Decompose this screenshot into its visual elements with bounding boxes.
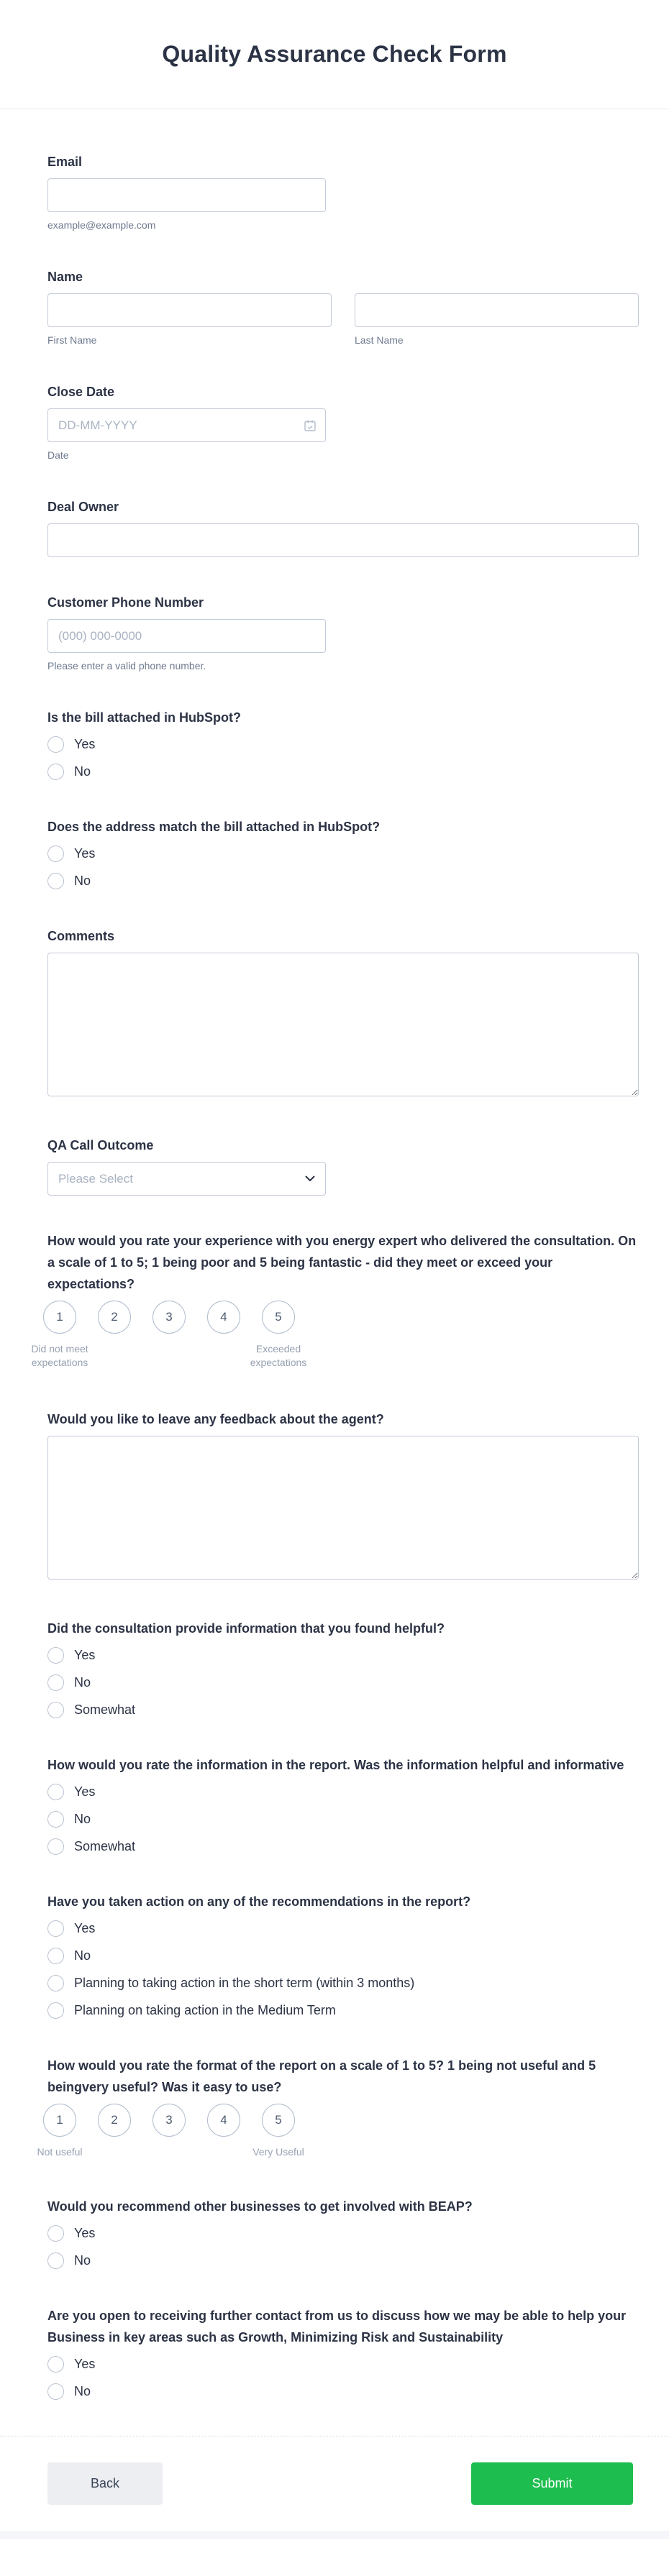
field-name: [47, 266, 639, 347]
last-name-input[interactable]: [355, 293, 639, 327]
question-format-rating: [37, 2055, 639, 2161]
page-title: Quality Assurance Check Form: [162, 41, 507, 67]
recommend-beap-option-no[interactable]: No: [47, 2250, 639, 2270]
recommend-beap-options: [47, 2223, 639, 2270]
address-match-question: Does the address match the bill attached in HubSpot?: [47, 820, 381, 834]
email-label: Email: [47, 155, 83, 169]
radio-circle-icon: [47, 736, 64, 753]
qa-outcome-select[interactable]: [47, 1162, 326, 1196]
format-rating-question: How would you rate the format of the report on a scale of 1 to 5? 1 being not useful and 5 beingvery useful? Was it easy to use?: [47, 2058, 596, 2094]
helpful-info-options: [47, 1645, 639, 1720]
radio-circle-icon: [47, 1948, 64, 1964]
further-contact-option-yes[interactable]: Yes: [47, 2354, 639, 2374]
name-label: Name: [47, 270, 83, 284]
bill-attached-option-yes[interactable]: Yes: [47, 734, 639, 754]
radio-circle-icon: [47, 2252, 64, 2269]
expert-rating-4[interactable]: 4: [207, 1301, 240, 1334]
taken-action-options: [47, 1918, 639, 2020]
radio-circle-icon: [47, 1920, 64, 1937]
helpful-info-option-no[interactable]: No: [47, 1672, 639, 1692]
feedback-textarea[interactable]: [47, 1436, 639, 1580]
report-info-question: How would you rate the information in the report. Was the information helpful and informative: [47, 1758, 624, 1772]
field-phone: [47, 592, 639, 672]
name-row: [47, 293, 639, 347]
feedback-label: Would you like to leave any feedback about the agent?: [47, 1412, 384, 1426]
expert-rating-1[interactable]: 1: [43, 1301, 76, 1334]
taken-action-option-yes[interactable]: Yes: [47, 1918, 639, 1938]
report-info-options: [47, 1782, 639, 1856]
field-feedback: [47, 1408, 639, 1583]
field-email: [47, 151, 639, 232]
first-name-input[interactable]: [47, 293, 332, 327]
form-header: [0, 0, 669, 109]
scale-left-label: Did not meet expectations: [31, 1343, 88, 1368]
comments-textarea[interactable]: [47, 953, 639, 1096]
radio-circle-icon: [47, 2383, 64, 2400]
close-date-input-wrap: [47, 408, 326, 442]
address-match-options: [47, 843, 639, 891]
format-rating-2[interactable]: 2: [98, 2104, 131, 2137]
form-footer: [0, 2437, 669, 2531]
email-sublabel: example@example.com: [47, 219, 156, 231]
question-further-contact: [47, 2305, 639, 2401]
format-rating-1[interactable]: 1: [43, 2104, 76, 2137]
field-qa-outcome: [47, 1135, 639, 1196]
last-name-sublabel: Last Name: [355, 334, 404, 346]
recommend-beap-question: Would you recommend other businesses to get involved with BEAP?: [47, 2199, 473, 2214]
expert-rating-scale-labels: [31, 1342, 639, 1374]
phone-label: Customer Phone Number: [47, 595, 204, 610]
first-name-sublabel: First Name: [47, 334, 97, 346]
radio-circle-icon: [47, 845, 64, 862]
taken-action-option-no[interactable]: No: [47, 1945, 639, 1966]
expert-rating-2[interactable]: 2: [98, 1301, 131, 1334]
report-info-option-no[interactable]: No: [47, 1809, 639, 1829]
scale-right-label: Very Useful: [252, 2146, 304, 2158]
bill-attached-option-no[interactable]: No: [47, 761, 639, 781]
radio-circle-icon: [47, 2225, 64, 2242]
question-report-info: [47, 1754, 639, 1856]
taken-action-option-short-term[interactable]: Planning to taking action in the short term (within 3 months): [47, 1973, 639, 1993]
address-match-option-no[interactable]: No: [47, 871, 639, 891]
email-input[interactable]: [47, 178, 326, 212]
radio-circle-icon: [47, 1702, 64, 1718]
chevron-down-icon: [305, 1175, 315, 1182]
close-date-label: Close Date: [47, 385, 115, 399]
format-rating-scale: [43, 2104, 639, 2137]
phone-sublabel: Please enter a valid phone number.: [47, 660, 206, 671]
taken-action-question: Have you taken action on any of the recommendations in the report?: [47, 1894, 471, 1909]
deal-owner-label: Deal Owner: [47, 500, 119, 514]
helpful-info-option-yes[interactable]: Yes: [47, 1645, 639, 1665]
bill-attached-question: Is the bill attached in HubSpot?: [47, 710, 242, 725]
field-close-date: [47, 381, 639, 462]
question-recommend-beap: [47, 2196, 639, 2270]
report-info-option-yes[interactable]: Yes: [47, 1782, 639, 1802]
address-match-option-yes[interactable]: Yes: [47, 843, 639, 863]
question-bill-attached: [47, 707, 639, 781]
further-contact-question: Are you open to receiving further contact from us to discuss how we may be able to help your Business in key areas such as Growth, Minimizing Risk and Sustainability: [47, 2309, 627, 2344]
field-comments: [47, 925, 639, 1100]
format-rating-4[interactable]: 4: [207, 2104, 240, 2137]
radio-circle-icon: [47, 1838, 64, 1855]
submit-button[interactable]: Submit: [471, 2462, 633, 2505]
close-date-input[interactable]: [47, 408, 326, 442]
scale-left-label: Not useful: [37, 2146, 83, 2158]
further-contact-options: [47, 2354, 639, 2401]
first-name-col: [47, 293, 332, 347]
further-contact-option-no[interactable]: No: [47, 2381, 639, 2401]
phone-input[interactable]: [47, 619, 326, 653]
comments-label: Comments: [47, 929, 115, 943]
close-date-sublabel: Date: [47, 449, 69, 461]
expert-rating-scale: [43, 1301, 639, 1334]
radio-circle-icon: [47, 1784, 64, 1800]
radio-circle-icon: [47, 764, 64, 780]
question-address-match: [47, 816, 639, 891]
format-rating-5[interactable]: 5: [262, 2104, 295, 2137]
back-button[interactable]: Back: [47, 2462, 163, 2505]
report-info-option-somewhat[interactable]: Somewhat: [47, 1836, 639, 1856]
radio-circle-icon: [47, 1674, 64, 1691]
deal-owner-input[interactable]: [47, 523, 639, 557]
format-rating-scale-labels: [37, 2145, 639, 2161]
form-body: [0, 109, 669, 2401]
helpful-info-option-somewhat[interactable]: Somewhat: [47, 1700, 639, 1720]
field-deal-owner: [47, 496, 639, 557]
expert-rating-3[interactable]: 3: [153, 1301, 186, 1334]
scale-right-label: Exceeded expectations: [250, 1343, 307, 1368]
qa-outcome-label: QA Call Outcome: [47, 1138, 154, 1152]
page-background-strip: [0, 2531, 669, 2539]
recommend-beap-option-yes[interactable]: Yes: [47, 2223, 639, 2243]
format-rating-3[interactable]: 3: [153, 2104, 186, 2137]
expert-rating-question: How would you rate your experience with you energy expert who delivered the consultation. On a scale of 1 to 5; 1 being poor and 5 being fantastic - did they meet or exceed your expectations?: [47, 1234, 637, 1291]
question-taken-action: [47, 1891, 639, 2020]
question-helpful-info: [47, 1618, 639, 1720]
radio-circle-icon: [47, 2356, 64, 2373]
qa-outcome-selected-value: Please Select: [58, 1171, 133, 1186]
calendar-icon[interactable]: [303, 418, 317, 433]
helpful-info-question: Did the consultation provide information that you found helpful?: [47, 1621, 445, 1636]
expert-rating-5[interactable]: 5: [262, 1301, 295, 1334]
radio-circle-icon: [47, 1647, 64, 1664]
radio-circle-icon: [47, 2002, 64, 2019]
radio-circle-icon: [47, 1975, 64, 1991]
taken-action-option-medium-term[interactable]: Planning on taking action in the Medium Term: [47, 2000, 639, 2020]
last-name-col: [355, 293, 639, 347]
radio-circle-icon: [47, 1811, 64, 1828]
bill-attached-options: [47, 734, 639, 781]
question-expert-rating: [31, 1230, 639, 1374]
radio-circle-icon: [47, 873, 64, 889]
